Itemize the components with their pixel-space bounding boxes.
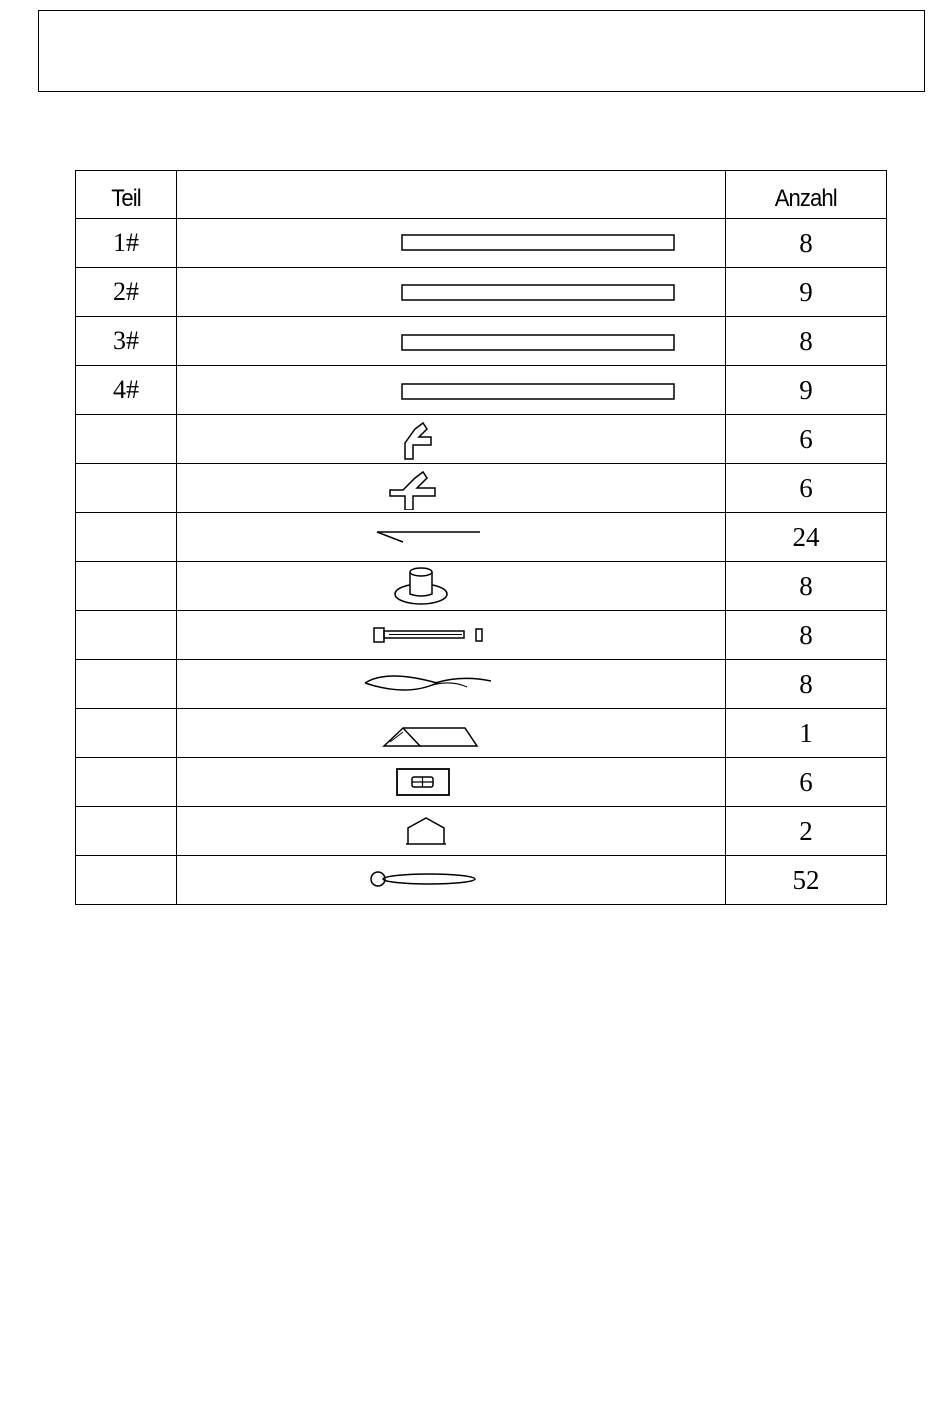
part-label	[76, 464, 177, 513]
table-row	[76, 562, 887, 611]
part-quantity: 6	[726, 758, 887, 807]
table-row	[76, 758, 887, 807]
part-label	[76, 562, 177, 611]
part-quantity: 24	[726, 513, 887, 562]
part-picture	[177, 611, 726, 660]
clamp-bracket-icon	[177, 765, 725, 799]
part-picture	[177, 807, 726, 856]
part-picture	[177, 660, 726, 709]
part-label	[76, 856, 177, 905]
table-header-row	[76, 171, 887, 219]
elbow-connector-icon	[177, 417, 725, 461]
table-row	[76, 366, 887, 415]
header-picture	[177, 171, 726, 219]
part-label	[76, 415, 177, 464]
part-label	[76, 758, 177, 807]
part-picture	[177, 856, 726, 905]
ground-stake-icon	[177, 522, 725, 552]
part-picture	[177, 513, 726, 562]
part-picture	[177, 562, 726, 611]
part-quantity: 8	[726, 660, 887, 709]
part-quantity: 6	[726, 464, 887, 513]
table-row	[76, 464, 887, 513]
table-row	[76, 709, 887, 758]
part-picture	[177, 464, 726, 513]
bungee-ball-icon	[177, 865, 725, 895]
part-quantity: 8	[726, 317, 887, 366]
part-label	[76, 611, 177, 660]
header-part: Teil	[76, 171, 177, 219]
part-label	[76, 709, 177, 758]
header-quantity: Anzahl	[726, 171, 887, 219]
part-quantity: 52	[726, 856, 887, 905]
part-label	[76, 513, 177, 562]
part-quantity: 2	[726, 807, 887, 856]
long-tube-icon	[177, 277, 725, 307]
table-row	[76, 856, 887, 905]
part-label: 4#	[76, 366, 177, 415]
tee-connector-icon	[177, 466, 725, 510]
long-tube-icon	[177, 326, 725, 356]
part-label	[76, 807, 177, 856]
bolt-and-nut-icon	[177, 620, 725, 650]
part-picture	[177, 366, 726, 415]
part-quantity: 6	[726, 415, 887, 464]
table-row	[76, 513, 887, 562]
part-label: 1#	[76, 219, 177, 268]
rope-icon	[177, 669, 725, 699]
foot-plate-icon	[177, 564, 725, 608]
table-row	[76, 807, 887, 856]
part-picture	[177, 268, 726, 317]
table-row	[76, 415, 887, 464]
header-box	[38, 10, 925, 92]
part-picture	[177, 758, 726, 807]
part-picture	[177, 317, 726, 366]
table-row	[76, 660, 887, 709]
part-label: 2#	[76, 268, 177, 317]
table-row	[76, 268, 887, 317]
part-quantity: 9	[726, 366, 887, 415]
part-quantity: 8	[726, 562, 887, 611]
part-quantity: 9	[726, 268, 887, 317]
long-tube-icon	[177, 375, 725, 405]
part-label	[76, 660, 177, 709]
long-tube-icon	[177, 228, 725, 258]
part-quantity: 8	[726, 611, 887, 660]
part-picture	[177, 415, 726, 464]
table-row	[76, 219, 887, 268]
part-picture	[177, 709, 726, 758]
end-wall-icon	[177, 814, 725, 848]
part-quantity: 8	[726, 219, 887, 268]
part-label: 3#	[76, 317, 177, 366]
part-quantity: 1	[726, 709, 887, 758]
table-row	[76, 317, 887, 366]
roof-cover-icon	[177, 716, 725, 750]
part-picture	[177, 219, 726, 268]
table-row	[76, 611, 887, 660]
parts-table	[75, 170, 887, 905]
